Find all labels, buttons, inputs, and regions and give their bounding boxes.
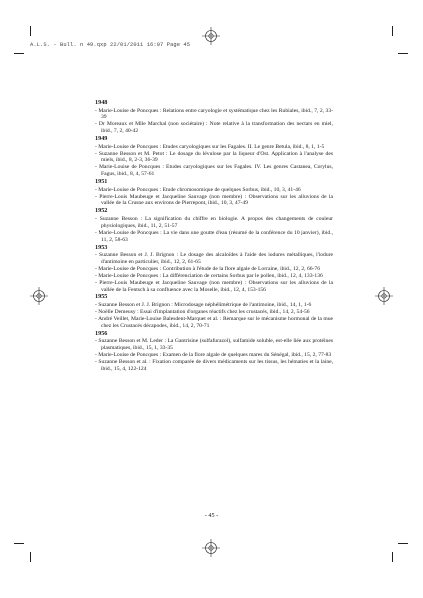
year-section-1952 bbox=[95, 207, 333, 243]
registration-mark-icon bbox=[202, 27, 220, 45]
bibliography-entry: - Marie-Louise de Poncques : La différenciation de certains Sorbus par le pollen, ibid., 12, 4, 133-136 bbox=[95, 272, 323, 279]
bibliography-entry: - André Veillet, Marie-Louise Balesdent-Marquet et al. : Remarque sur le mécanisme hormonal de la mue chez les Crustacés décapodes, ibid., 14, 2, 70-71 bbox=[95, 315, 333, 329]
print-slug-line: A.L.S. - Bull. n 49.qxp 22/01/2011 16:07 Page 45 bbox=[30, 42, 191, 48]
bibliography-entry: - Marie-Louise de Poncques : Etudes caryologiques sur les Fagales. IV. Les genres Castanea, Corylus, Fagus, ibid., 8, 4, 57-61 bbox=[95, 164, 333, 178]
bibliography-entry: - Suzanne Besson et al. : Fixation comparée de divers médicaments sur les tissus, les hématies et la laine, ibid., 15, 4, 122-124 bbox=[95, 358, 333, 372]
crop-mark bbox=[392, 552, 393, 562]
bibliography-list bbox=[95, 99, 333, 373]
registration-mark-icon bbox=[202, 539, 220, 557]
crop-mark bbox=[398, 53, 408, 54]
bibliography-entry: - Marie-Louise de Poncques : Relations entre caryologie et systématique chez les Rubiales, ibid., 7, 2, 33-39 bbox=[95, 107, 333, 121]
page-number: - 45 - bbox=[204, 512, 219, 519]
bibliography-entry: - Suzanne Besson et M. Petot : Le dosage du lévulose par la liqueur d'Ost. Application à l'analyse des miels, ibid., 8, 2-3, 36-39 bbox=[95, 150, 333, 164]
year-section-1955 bbox=[95, 293, 333, 329]
year-heading: 1951 bbox=[95, 178, 108, 186]
bibliography-entry: - Dr Moreaux et Mlle Marchal (non sociétaire) : Note relative à la transformation des nectars en miel, ibid., 7, 2, 40-42 bbox=[95, 121, 333, 135]
bibliography-entry: - Pierre-Louis Maubeuge et Jacqueline Sauvage (non membre) : Observations sur les alluvions de la vallée de la Fentsch à sa confluence avec la Moselle, ibid., 12, 4, 153-156 bbox=[95, 279, 333, 293]
year-heading: 1956 bbox=[95, 329, 108, 337]
year-heading: 1952 bbox=[95, 207, 108, 215]
year-heading: 1949 bbox=[95, 135, 108, 143]
crop-mark bbox=[30, 552, 31, 562]
year-section-1951 bbox=[95, 178, 333, 207]
bibliography-entry: - Suzanne Besson et M. Leder : La Gantrisine (sulfafurazol), sulfamide soluble, est-elle liée aux protéines plasmatiques, ibid., 15, 1, 33-35 bbox=[95, 338, 333, 351]
crop-mark bbox=[30, 26, 31, 36]
year-section-1953 bbox=[95, 244, 333, 294]
bibliography-entry: - Marie-Louise de Poncques : Contribution à l'étude de la flore algale de Lorraine, ibid., 12, 2, 66-76 bbox=[95, 265, 321, 272]
bibliography-entry: - Suzanne Besson et J. J. Brignon : Microdosage néphélimétrique de l'antimoine, ibid., 14, 1, 1-6 bbox=[95, 301, 312, 308]
bibliography-entry: - Noëlle Demeusy : Essai d'implantation d'organes réactifs chez les crustacés, ibid., 14, 2, 54-56 bbox=[95, 308, 310, 315]
year-heading: 1955 bbox=[95, 293, 108, 301]
year-heading: 1948 bbox=[95, 99, 108, 106]
year-heading: 1953 bbox=[95, 243, 108, 251]
bibliography-entry: - Pierre-Louis Maubeuge et Jacqueline Sauvage (non membre) : Observations sur les alluvions de la vallée de la Crusne aux environs de Pierrepont, ibid., 10, 3, 47-49 bbox=[95, 193, 333, 207]
crop-mark bbox=[392, 26, 393, 36]
registration-mark-icon bbox=[30, 287, 48, 305]
bibliography-entry: - Marie-Louise de Poncques : Etude chromosomique de quelques Sorbus, ibid., 10, 3, 41-46 bbox=[95, 186, 301, 193]
bibliography-entry: - Marie-Louise de Poncques : Etudes caryologiques sur les Fagales. II. Le genre Betula, ibid., 8, 1, 1-5 bbox=[95, 143, 325, 150]
year-section-1949 bbox=[95, 135, 333, 178]
crop-mark bbox=[398, 543, 408, 544]
bibliography-entry: - Suzanne Besson : La signification du chiffre en biologie. A propos des changements de couleur physiologiques, ibid., 11, 2, 51-57 bbox=[95, 215, 333, 229]
bibliography-entry: - Suzanne Besson et J. J. Brignon : Le dosage des alcaloïdes à l'aide des iodures métalliques, l'iodure d'antimoine en particulier, ibid., 12, 2, 61-65 bbox=[95, 252, 333, 265]
registration-mark-icon bbox=[375, 287, 393, 305]
bibliography-entry: - Marie-Louise de Poncques : Examen de la flore algale de quelques mares du Sénégal, ibid., 15, 2, 77-83 bbox=[95, 351, 332, 358]
year-section-1956 bbox=[95, 330, 333, 373]
crop-mark bbox=[14, 543, 24, 544]
bibliography-entry: - Marie-Louise de Poncques : La vie dans une goutte d'eau (résumé de la conférence du 10 janvier), ibid., 11, 2, 58-63 bbox=[95, 229, 333, 243]
crop-mark bbox=[14, 53, 24, 54]
year-section-1948 bbox=[95, 99, 333, 135]
